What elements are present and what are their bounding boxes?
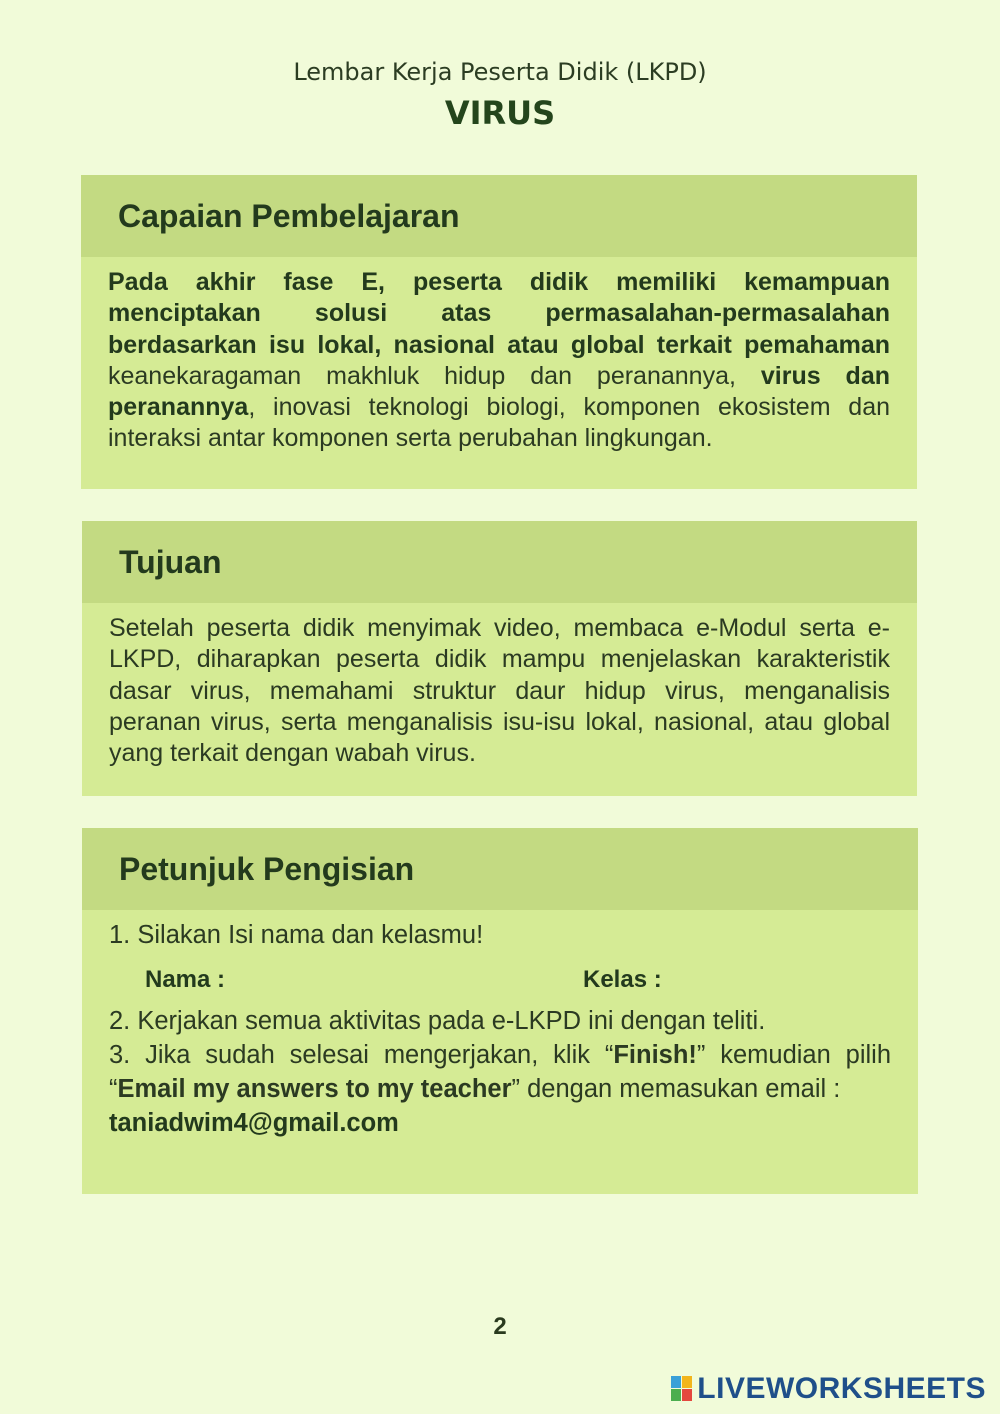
nama-label: Nama : [145,966,226,993]
capaian-text-2: , inovasi teknologi biologi, komponen ekosistem dan interaksi antar komponen serta perubahan lingkungan. [108,393,890,453]
tujuan-heading: Tujuan [82,521,917,603]
step-3 [109,1038,891,1106]
capaian-bold-2: virus dan peranannya [108,361,890,422]
email-answers-label: Email my answers to my teacher [117,1075,512,1103]
tujuan-card [82,521,917,796]
capaian-heading: Capaian Pembelajaran [81,175,917,257]
capaian-card [81,175,917,489]
liveworksheets-brand[interactable] [671,1373,986,1405]
liveworksheets-logo-icon [671,1376,693,1402]
capaian-bold-1: Pada akhir fase E, peserta didik memiliki kemampuan menciptakan solusi atas permasalahan-permasalahan berdasarkan isu lokal, nasional atau global terkait pemahaman [108,268,890,359]
petunjuk-card [82,828,918,1194]
teacher-email: taniadwim4@gmail.com [109,1109,399,1137]
name-class-row [109,952,891,1004]
step-3-text-b: ” kemudian pilih “ [109,1041,891,1103]
step-3-text-a: 3. Jika sudah selesai mengerjakan, klik “ [109,1041,614,1069]
step-3-text-c: ” dengan memasukan email : [511,1075,841,1103]
step-2: 2. Kerjakan semua aktivitas pada e-LKPD ini dengan teliti. [109,1007,766,1035]
document-title: VIRUS [444,94,556,132]
petunjuk-heading: Petunjuk Pengisian [82,828,918,910]
tujuan-text: Setelah peserta didik menyimak video, membaca e-Modul serta e-LKPD, diharapkan peserta didik mampu menjelaskan karakteristik dasar virus, memahami struktur daur hidup virus, menganalisis peranan virus, serta menganalisis isu-isu lokal, nasional, atau global yang terkait dengan wabah virus. [109,614,890,768]
page-number: 2 [493,1313,507,1340]
capaian-text-1: keanekaragaman makhluk hidup dan peranannya, [108,361,761,390]
document-subtitle: Lembar Kerja Peserta Didik (LKPD) [293,58,707,86]
petunjuk-steps [82,910,918,1140]
brand-text: LIVEWORKSHEETS [697,1372,986,1405]
kelas-label: Kelas : [583,966,662,993]
finish-label: Finish! [613,1041,697,1069]
capaian-text [81,257,917,455]
step-1: 1. Silakan Isi nama dan kelasmu! [109,921,484,949]
